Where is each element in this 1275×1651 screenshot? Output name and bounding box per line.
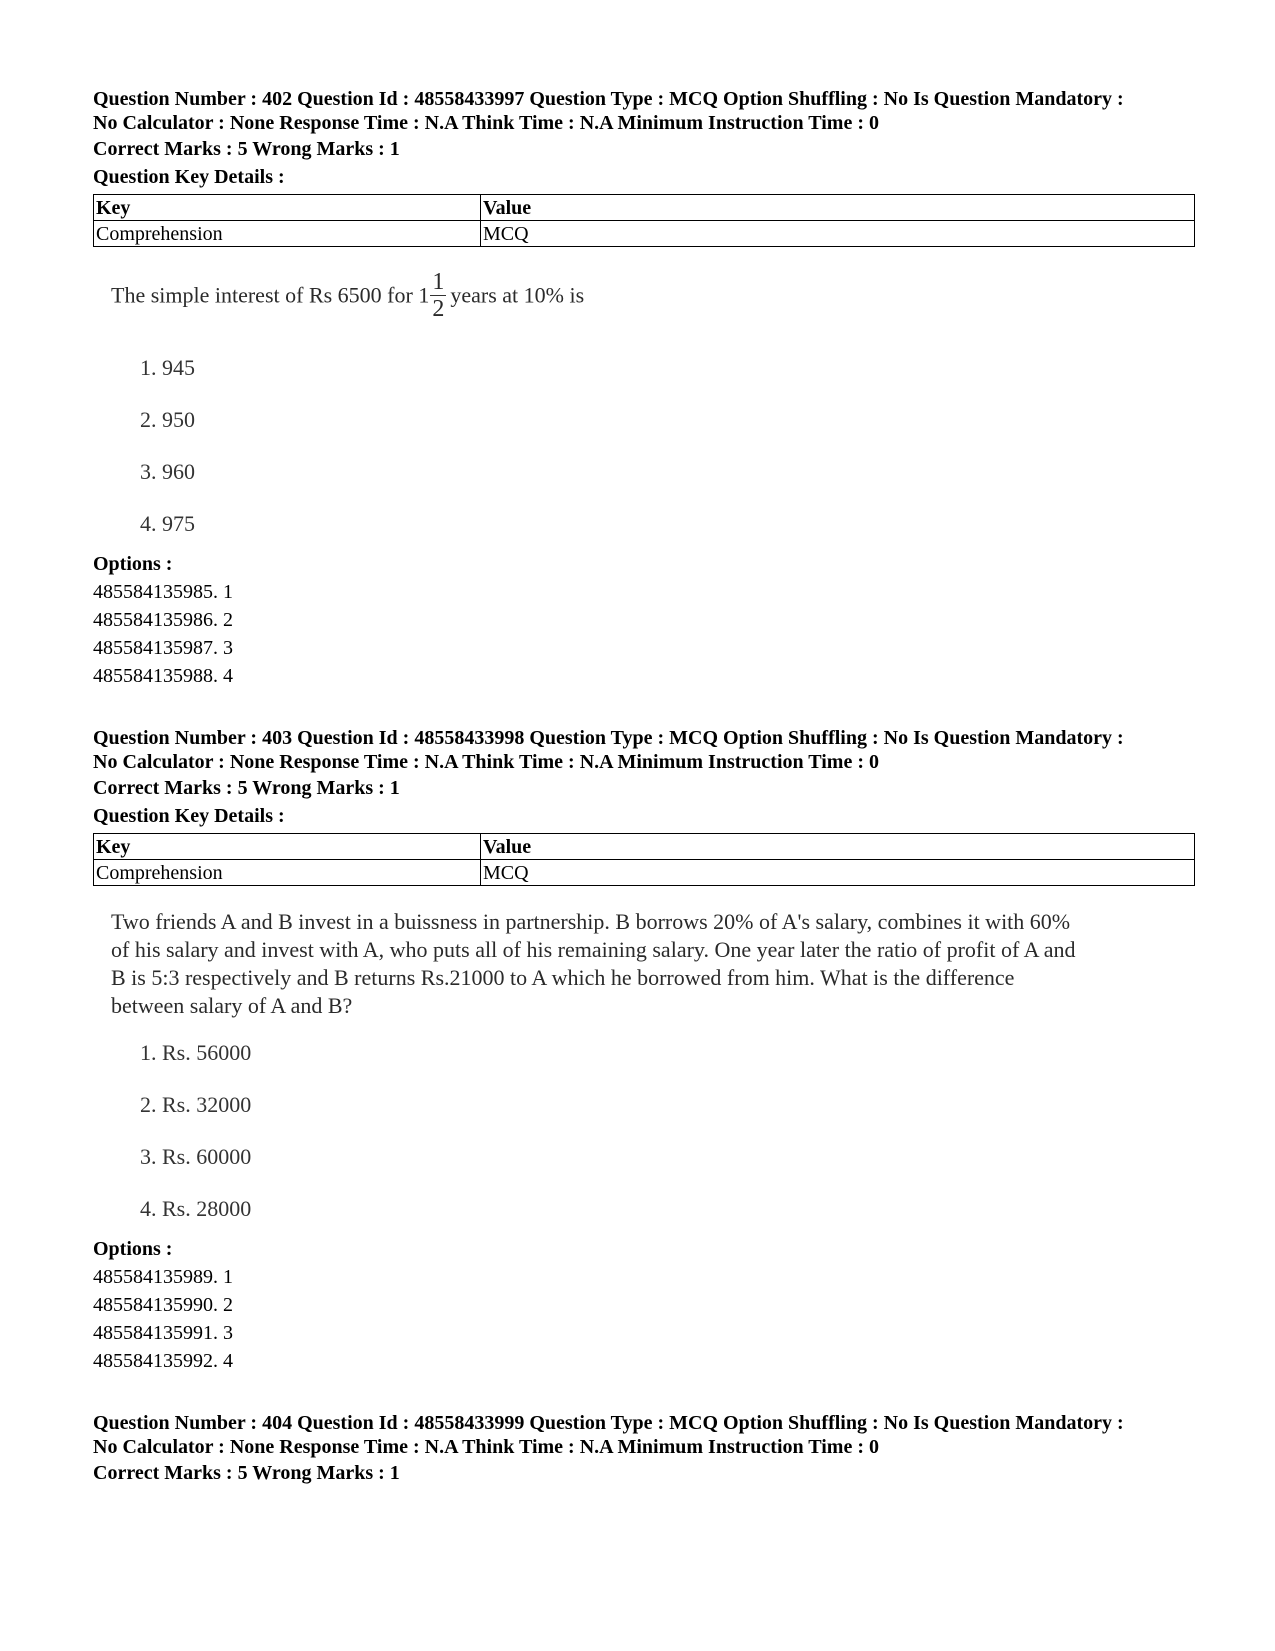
question-text — [111, 271, 584, 324]
table-header-key: Key — [94, 195, 481, 221]
choice-item: 1. Rs. 56000 — [140, 1040, 252, 1065]
question-text — [111, 908, 1171, 1020]
question-header — [93, 1411, 1203, 1459]
question-header — [93, 726, 1203, 774]
marks-line: Correct Marks : 5 Wrong Marks : 1 — [93, 1462, 400, 1484]
choice-item: 1. 945 — [140, 355, 195, 380]
table-cell-value: MCQ — [481, 860, 1195, 886]
choice-item: 4. 975 — [140, 511, 195, 536]
question-text-line: between salary of A and B? — [111, 993, 353, 1018]
option-item: 485584135991. 3 — [93, 1322, 233, 1344]
marks-line: Correct Marks : 5 Wrong Marks : 1 — [93, 777, 400, 799]
table-cell-value: MCQ — [481, 221, 1195, 247]
table-cell-key: Comprehension — [94, 221, 481, 247]
table-header-value: Value — [481, 834, 1195, 860]
option-item: 485584135992. 4 — [93, 1350, 233, 1372]
key-details-table — [93, 194, 1195, 247]
option-item: 485584135988. 4 — [93, 665, 233, 687]
table-header-key: Key — [94, 834, 481, 860]
option-item: 485584135990. 2 — [93, 1294, 233, 1316]
fraction-numerator: 1 — [432, 269, 445, 295]
option-item: 485584135986. 2 — [93, 609, 233, 631]
table-header-value: Value — [481, 195, 1195, 221]
options-label: Options : — [93, 1238, 173, 1260]
question-header-line1: Question Number : 404 Question Id : 48558433999 Question Type : MCQ Option Shuffling : No Is Question Mandatory : — [93, 1412, 1124, 1434]
option-item: 485584135987. 3 — [93, 637, 233, 659]
question-header — [93, 87, 1203, 135]
choice-item: 2. 950 — [140, 407, 195, 432]
table-header-row — [94, 834, 1195, 860]
table-row — [94, 221, 1195, 247]
question-text-line: Two friends A and B invest in a buissness in partnership. B borrows 20% of A's salary, combines it with 60% — [111, 909, 1071, 934]
option-item: 485584135989. 1 — [93, 1266, 233, 1288]
fraction — [430, 269, 446, 322]
question-text-line: B is 5:3 respectively and B returns Rs.21000 to A which he borrowed from him. What is the difference — [111, 965, 1015, 990]
question-text-line: of his salary and invest with A, who puts all of his remaining salary. One year later the ratio of profit of A and — [111, 937, 1076, 962]
choice-item: 2. Rs. 32000 — [140, 1092, 252, 1117]
question-header-line1: Question Number : 403 Question Id : 48558433998 Question Type : MCQ Option Shuffling : No Is Question Mandatory : — [93, 727, 1124, 749]
key-details-table — [93, 833, 1195, 886]
key-details-label: Question Key Details : — [93, 166, 285, 188]
question-header-line1: Question Number : 402 Question Id : 48558433997 Question Type : MCQ Option Shuffling : No Is Question Mandatory : — [93, 88, 1124, 110]
choice-item: 4. Rs. 28000 — [140, 1196, 252, 1221]
fraction-denominator: 2 — [432, 296, 445, 322]
question-header-line2: No Calculator : None Response Time : N.A Think Time : N.A Minimum Instruction Time : 0 — [93, 751, 879, 773]
marks-line: Correct Marks : 5 Wrong Marks : 1 — [93, 138, 400, 160]
option-item: 485584135985. 1 — [93, 581, 233, 603]
choice-item: 3. Rs. 60000 — [140, 1144, 252, 1169]
key-details-label: Question Key Details : — [93, 805, 285, 827]
question-header-line2: No Calculator : None Response Time : N.A Think Time : N.A Minimum Instruction Time : 0 — [93, 112, 879, 134]
choice-item: 3. 960 — [140, 459, 195, 484]
table-row — [94, 860, 1195, 886]
question-header-line2: No Calculator : None Response Time : N.A Think Time : N.A Minimum Instruction Time : 0 — [93, 1436, 879, 1458]
table-header-row — [94, 195, 1195, 221]
question-text-before: The simple interest of Rs 6500 for 1 — [111, 282, 430, 308]
table-cell-key: Comprehension — [94, 860, 481, 886]
options-label: Options : — [93, 553, 173, 575]
question-text-after: years at 10% is — [450, 282, 585, 308]
